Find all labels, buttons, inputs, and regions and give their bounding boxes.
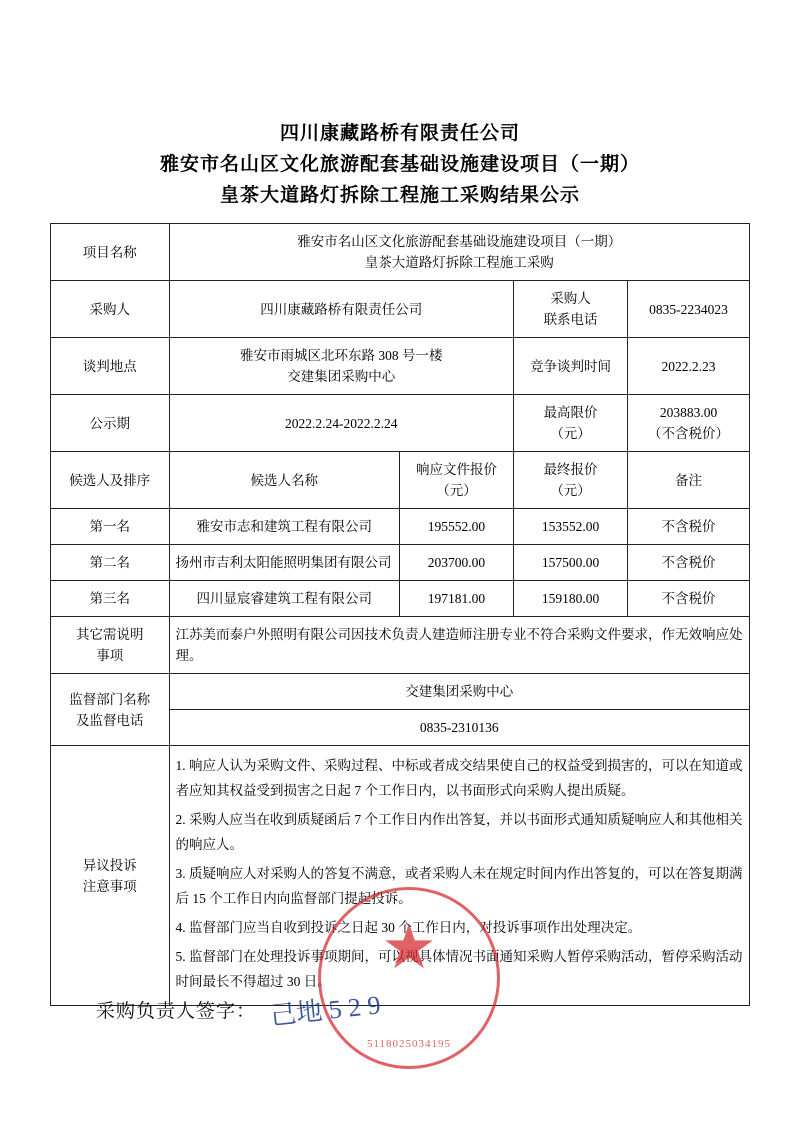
- purchaser-phone-label: [514, 281, 628, 338]
- result-table: [50, 223, 750, 1006]
- table-row-supervision-dept: [51, 674, 750, 710]
- seal-bottom-text: 5118025034195: [366, 1038, 452, 1050]
- title-line-3: 皇茶大道路灯拆除工程施工采购结果公示: [219, 185, 580, 206]
- candidate-remark-header: 备注: [628, 452, 750, 509]
- max-limit-label: [514, 395, 628, 452]
- other-notes-label-line1: 其它需说明: [76, 627, 144, 642]
- candidate-final-price: 159180.00: [514, 581, 628, 617]
- final-price-header-line2: （元）: [550, 483, 591, 498]
- table-row-purchaser: [51, 281, 750, 338]
- supervision-department: 交建集团采购中心: [169, 674, 749, 710]
- objection-items: [169, 746, 749, 1006]
- project-name-value: [169, 224, 749, 281]
- purchaser-phone-label-line1: 采购人: [550, 291, 591, 306]
- company-seal: ★ 5118025034195: [318, 887, 500, 1069]
- candidate-bid-price: 197181.00: [399, 581, 513, 617]
- objection-label-line2: 注意事项: [82, 878, 137, 894]
- objection-item: 3. 质疑响应人对采购人的答复不满意，或者采购人未在规定时间内作出答复的，可以在答复期满后 15 个工作日内向监督部门提起投诉。: [175, 866, 743, 906]
- max-limit-label-line2: （元）: [550, 426, 591, 441]
- bid-price-header-line2: （元）: [436, 483, 477, 498]
- negotiation-place-value: [169, 338, 514, 395]
- candidate-bid-price: 195552.00: [399, 509, 513, 545]
- objection-item: 1. 响应人认为采购文件、采购过程、中标或者成交结果使自己的权益受到损害的，可以在知道或者应知其权益受到损害之日起 7 个工作日内，以书面形式向采购人提出质疑。: [175, 758, 743, 798]
- table-row-project-name: [51, 224, 750, 281]
- max-limit-value: [628, 395, 750, 452]
- candidate-final-price: 157500.00: [514, 545, 628, 581]
- project-name-value-line1: 雅安市名山区文化旅游配套基础设施建设项目（一期）: [297, 234, 622, 249]
- candidate-remark: 不含税价: [628, 581, 750, 617]
- candidate-name-header: 候选人名称: [169, 452, 399, 509]
- objection-item: 4. 监督部门应当自收到投诉之日起 30 个工作日内，对投诉事项作出处理决定。: [175, 920, 642, 935]
- table-row: [51, 509, 750, 545]
- max-limit-value-line1: 203883.00: [659, 405, 718, 420]
- candidate-remark: 不含税价: [628, 545, 750, 581]
- candidate-rank: 第二名: [51, 545, 170, 581]
- publicity-period-label: 公示期: [51, 395, 170, 452]
- candidate-bid-price-header: [399, 452, 513, 509]
- table-row: [51, 581, 750, 617]
- max-limit-label-line1: 最高限价: [543, 405, 598, 420]
- candidate-name: 四川显宸睿建筑工程有限公司: [169, 581, 399, 617]
- signature-handwriting: 己地 5 2 9: [268, 990, 382, 1031]
- negotiation-place-line1: 雅安市雨城区北环东路 308 号一楼: [240, 348, 443, 363]
- max-limit-value-line2: （不含税价）: [648, 426, 730, 441]
- negotiation-time-label: 竞争谈判时间: [514, 338, 628, 395]
- table-row: [51, 545, 750, 581]
- candidate-final-price-header: [514, 452, 628, 509]
- other-notes-label: [51, 617, 170, 674]
- supervision-label-line2: 及监督电话: [76, 712, 144, 728]
- objection-label-line1: 异议投诉: [82, 857, 137, 873]
- candidate-name: 雅安市志和建筑工程有限公司: [169, 509, 399, 545]
- table-row-objection: [51, 746, 750, 1006]
- bid-price-header-line1: 响应文件报价: [415, 462, 497, 477]
- objection-label: [51, 746, 170, 1006]
- purchaser-phone-label-line2: 联系电话: [543, 312, 598, 327]
- purchaser-phone-value: 0835-2234023: [628, 281, 750, 338]
- publicity-period-value: 2022.2.24-2022.2.24: [169, 395, 514, 452]
- candidate-remark: 不含税价: [628, 509, 750, 545]
- supervision-phone: 0835-2310136: [169, 710, 749, 746]
- title-line-1: 四川康藏路桥有限责任公司: [279, 123, 520, 144]
- purchaser-label: 采购人: [51, 281, 170, 338]
- candidate-bid-price: 203700.00: [399, 545, 513, 581]
- candidate-rank-header: 候选人及排序: [51, 452, 170, 509]
- supervision-label: [51, 674, 170, 746]
- project-name-label: 项目名称: [51, 224, 170, 281]
- table-row-negotiation-place: [51, 338, 750, 395]
- negotiation-place-line2: 交建集团采购中心: [287, 369, 396, 384]
- final-price-header-line1: 最终报价: [543, 462, 598, 477]
- negotiation-time-value: 2022.2.23: [628, 338, 750, 395]
- project-name-value-line2: 皇茶大道路灯拆除工程施工采购: [364, 255, 554, 270]
- table-row-other-notes: [51, 617, 750, 674]
- negotiation-place-label: 谈判地点: [51, 338, 170, 395]
- title-line-2: 雅安市名山区文化旅游配套基础设施建设项目（一期）: [159, 154, 640, 175]
- purchaser-value: 四川康藏路桥有限责任公司: [169, 281, 514, 338]
- candidate-final-price: 153552.00: [514, 509, 628, 545]
- document-title: [0, 0, 800, 211]
- candidate-name: 扬州市吉利太阳能照明集团有限公司: [169, 545, 399, 581]
- candidate-rank: 第一名: [51, 509, 170, 545]
- other-notes-label-line2: 事项: [96, 648, 124, 663]
- supervision-label-line1: 监督部门名称: [69, 691, 151, 707]
- other-notes-value: 江苏美而泰户外照明有限公司因技术负责人建造师注册专业不符合采购文件要求，作无效响应处理。: [169, 617, 749, 674]
- candidate-rank: 第三名: [51, 581, 170, 617]
- objection-item: 5. 监督部门在处理投诉事项期间，可以视具体情况书面通知采购人暂停采购活动，暂停采购活动时间最长不得超过 30 日。: [175, 949, 743, 989]
- table-row-publicity: [51, 395, 750, 452]
- signature-label: 采购负责人签字：: [96, 1001, 257, 1022]
- table-header-candidates: [51, 452, 750, 509]
- objection-item: 2. 采购人应当在收到质疑函后 7 个工作日内作出答复，并以书面形式通知质疑响应人和其他相关的响应人。: [175, 812, 743, 852]
